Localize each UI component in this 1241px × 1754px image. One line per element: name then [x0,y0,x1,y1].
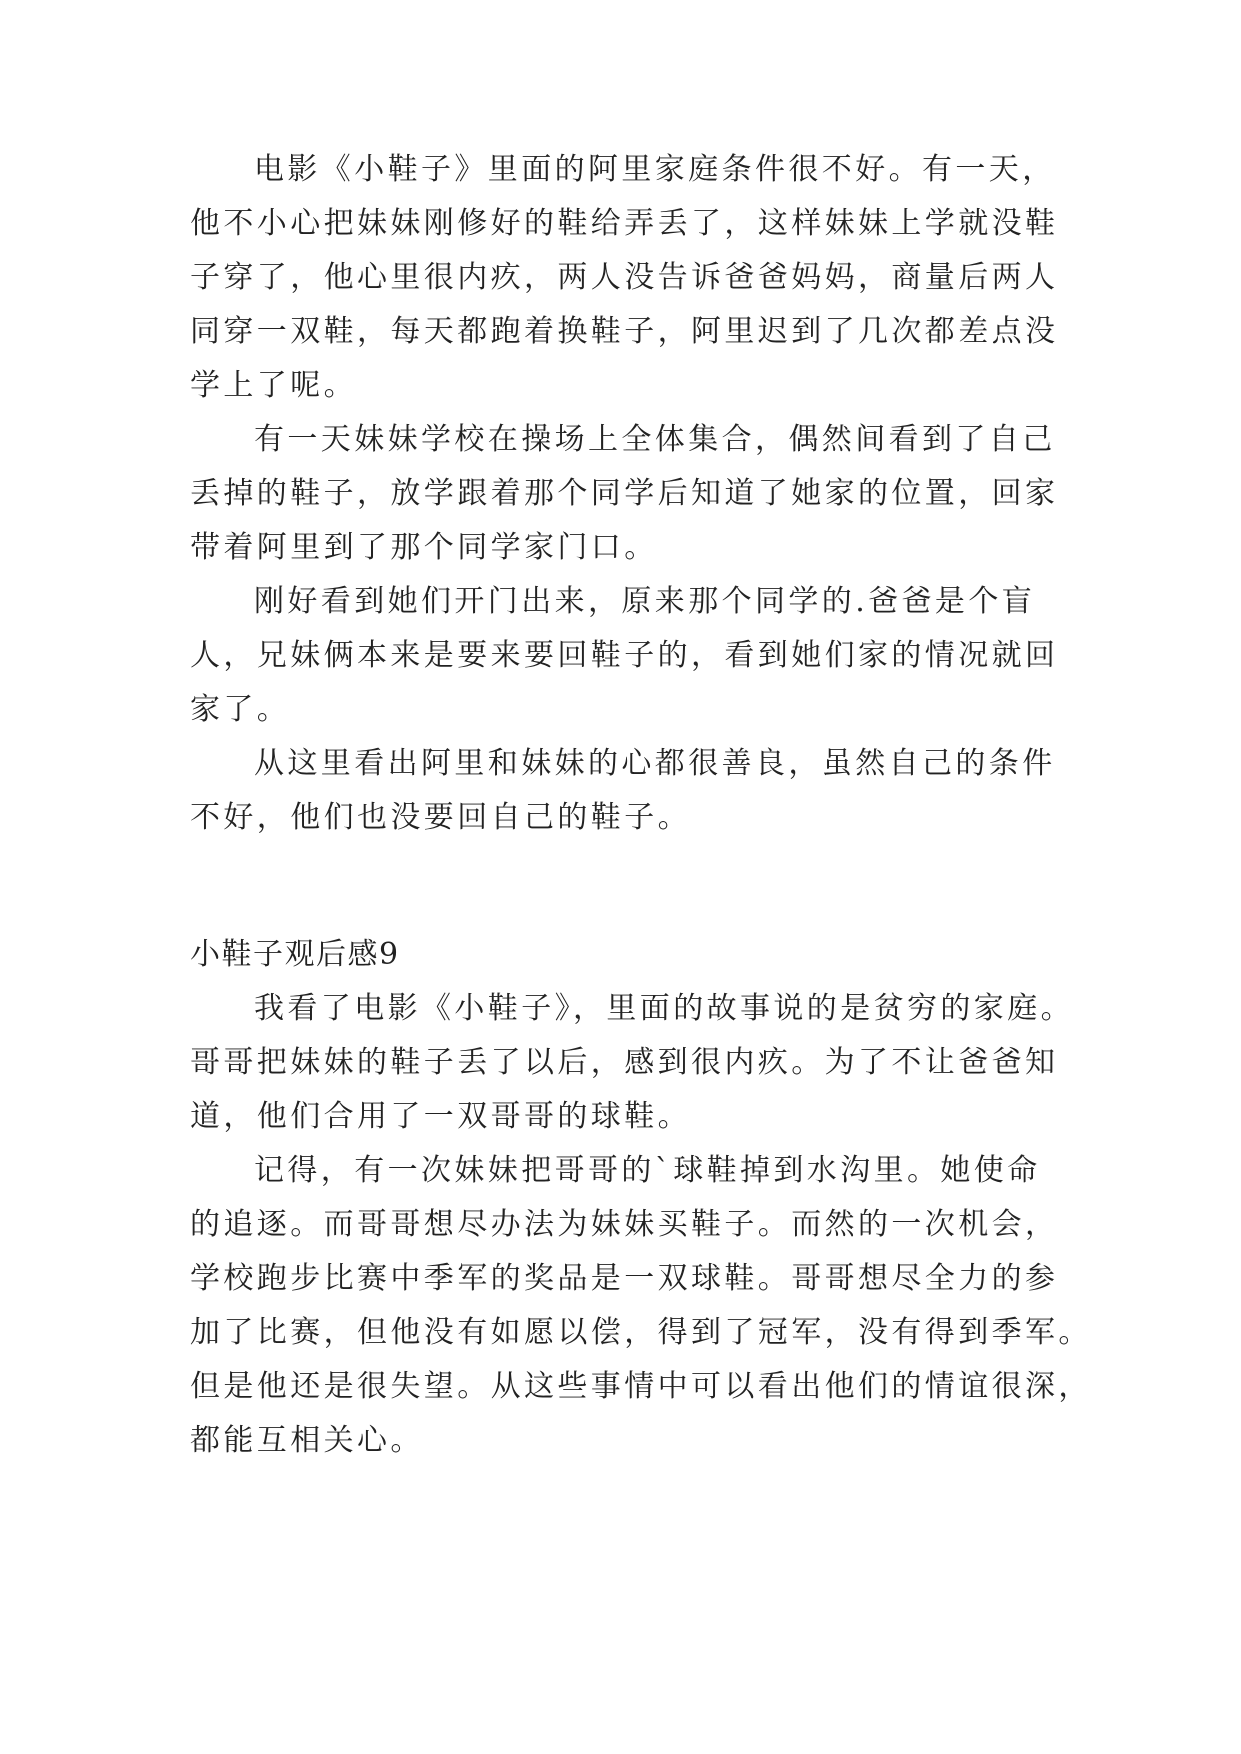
paragraph-line: 从这里看出阿里和妹妹的心都很善良，虽然自己的条件 [254,746,1056,781]
paragraph-line: 记得，有一次妹妹把哥哥的`球鞋掉到水沟里。她使命 [254,1153,1041,1188]
paragraph-line: 人，兄妹俩本来是要来要回鞋子的，看到她们家的情况就回 [190,638,1059,673]
paragraph-line: 的追逐。而哥哥想尽办法为妹妹买鞋子。而然的一次机会， [190,1207,1059,1242]
paragraph-line: 家了。 [190,692,291,727]
paragraph-line: 有一天妹妹学校在操场上全体集合，偶然间看到了自己 [254,422,1056,457]
paragraph-line: 加了比赛，但他没有如愿以偿，得到了冠军，没有得到季军。 [190,1315,1092,1350]
section-title: 小鞋子观后感9 [190,937,400,972]
paragraph-line: 但是他还是很失望。从这些事情中可以看出他们的情谊很深， [190,1369,1092,1404]
paragraph-line: 电影《小鞋子》里面的阿里家庭条件很不好。有一天， [254,152,1056,187]
paragraph-line: 学校跑步比赛中季军的奖品是一双球鞋。哥哥想尽全力的参 [190,1261,1059,1296]
paragraph-line: 哥哥把妹妹的鞋子丢了以后，感到很内疚。为了不让爸爸知 [190,1045,1059,1080]
paragraph-line: 同穿一双鞋，每天都跑着换鞋子，阿里迟到了几次都差点没 [190,314,1059,349]
paragraph-line: 学上了呢。 [190,368,357,403]
paragraph-line: 他不小心把妹妹刚修好的鞋给弄丢了，这样妹妹上学就没鞋 [190,206,1059,241]
paragraph-line: 不好，他们也没要回自己的鞋子。 [190,800,691,835]
paragraph-line: 子穿了，他心里很内疚，两人没告诉爸爸妈妈，商量后两人 [190,260,1059,295]
paragraph-line: 带着阿里到了那个同学家门口。 [190,530,658,565]
paragraph-line: 丢掉的鞋子，放学跟着那个同学后知道了她家的位置，回家 [190,476,1059,511]
paragraph-line: 刚好看到她们开门出来，原来那个同学的.爸爸是个盲 [254,584,1036,619]
paragraph-line: 都能互相关心。 [190,1423,424,1458]
paragraph-line: 道，他们合用了一双哥哥的球鞋。 [190,1099,691,1134]
paragraph-line: 我看了电影《小鞋子》，里面的故事说的是贫穷的家庭。 [254,991,1074,1026]
